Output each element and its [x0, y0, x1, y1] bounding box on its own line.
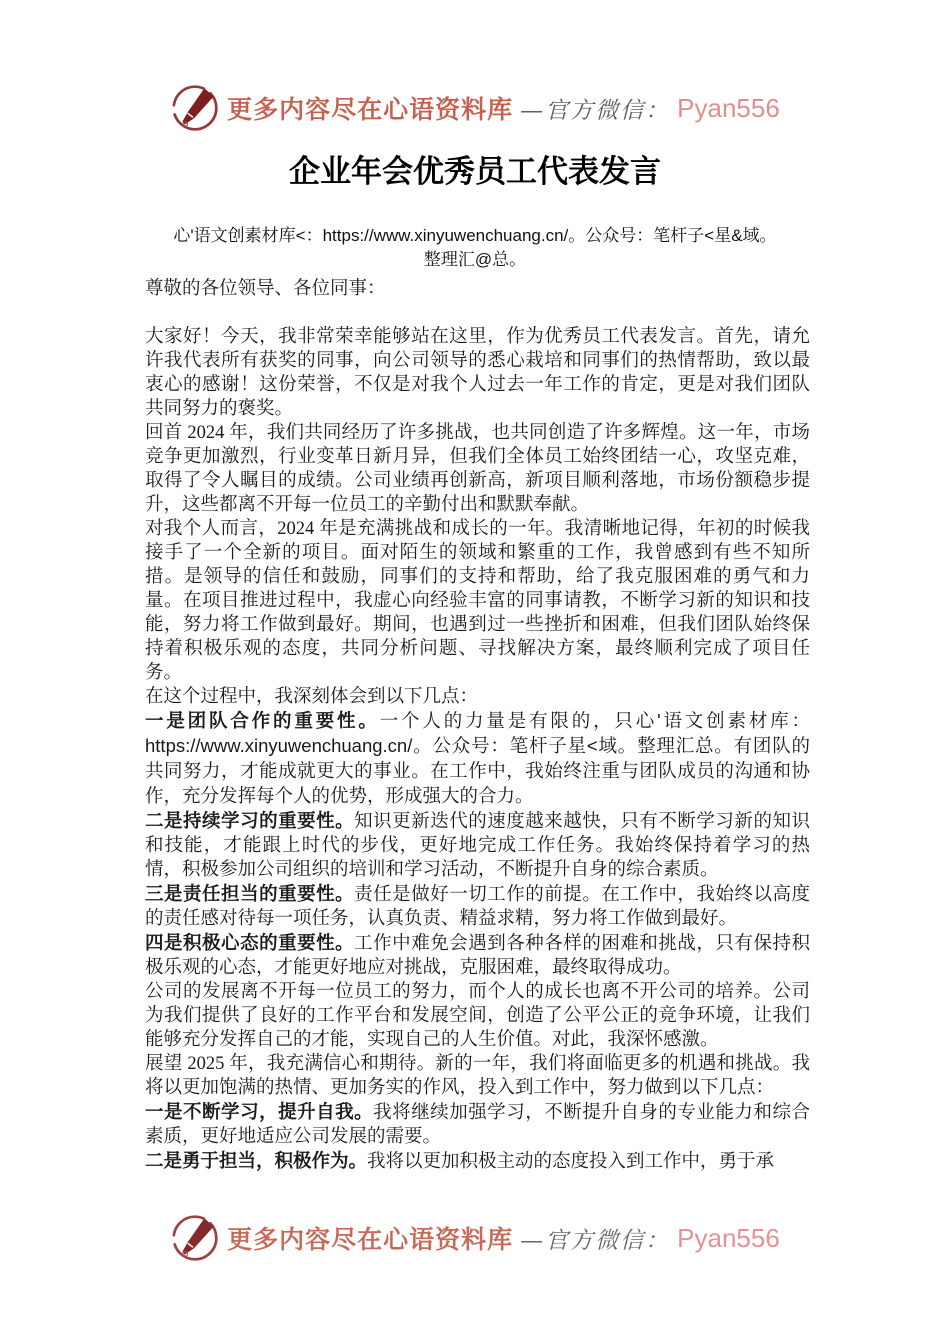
paragraph [145, 325, 810, 421]
pen-seal-logo-icon [170, 82, 220, 134]
paragraph-text: 展望 2025 年，我充满信心和期待。新的一年，我们将面临更多的机遇和挑战。我将以更加饱满的热情、更加务实的作风，投入到工作中，努力做到以下几点： [145, 1054, 810, 1098]
paragraph [145, 1100, 810, 1149]
watermark-wechat-label: —官方微信： [520, 1227, 671, 1254]
paragraph-lead: 三是责任担当的重要性。 [145, 883, 355, 904]
paragraph-text: 一个人的力量是有限的，只心'语文创素材库：https://www.xinyuwenchuang.cn/。公众号：笔杆子星<域。整理汇总。有团队的共同努力，才能成就更大的事业。在工作中，我始终注重与团队成员的沟通和协作，充分发挥每个人的优势，形成强大的合力。 [145, 710, 810, 806]
watermark-main-text: 更多内容尽在心语资料库 [227, 97, 514, 124]
source-note [125, 224, 825, 272]
paragraph [145, 301, 810, 325]
footer-watermark [0, 1212, 950, 1264]
paragraph-lead: 一是团队合作的重要性。 [145, 710, 380, 731]
paragraph-lead: 二是勇于担当，积极作为。 [145, 1150, 368, 1171]
paragraph-lead: 一是不断学习，提升自我。 [145, 1101, 374, 1122]
document-body [145, 277, 810, 1174]
paragraph-text: 对我个人而言，2024 年是充满挑战和成长的一年。我清晰地记得，年初的时候我接手了一个全新的项目。面对陌生的领域和繁重的工作，我曾感到有些不知所措。是领导的信任和鼓励，同事们的支持和帮助，给了我克服困难的勇气和力量。在项目推进过程中，我虚心向经验丰富的同事请教，不断学习新的知识和技能，努力将工作做到最好。期间，也遇到过一些挫折和困难，但我们团队始终保持着积极乐观的态度，共同分析问题、寻找解决方案，最终顺利完成了项目任务。 [145, 519, 810, 683]
document-title: 企业年会优秀员工代表发言 [289, 154, 661, 189]
paragraph-lead: 四是积极心态的重要性。 [145, 932, 355, 953]
paragraph-text: 公司的发展离不开每一位员工的努力，而个人的成长也离不开公司的培养。公司为我们提供了良好的工作平台和发展空间，创造了公平公正的竞争环境，让我们能够充分发挥自己的才能，实现自己的人生价值。对此，我深怀感激。 [145, 982, 810, 1050]
paragraph [145, 421, 810, 517]
paragraph [145, 517, 810, 685]
paragraph [145, 277, 810, 301]
paragraph-text: 尊敬的各位领导、各位同事： [145, 279, 386, 299]
paragraph [145, 685, 810, 709]
paragraph [145, 980, 810, 1052]
paragraph [145, 882, 810, 931]
watermark-wechat-id: Pyan556 [677, 1222, 780, 1253]
paragraph [145, 1149, 810, 1174]
watermark-wechat-label: —官方微信： [520, 97, 671, 124]
paragraph-text: 我将以更加积极主动的态度投入到工作中，勇于承 [367, 1152, 775, 1172]
source-note-line2: 整理汇@总。 [423, 250, 527, 269]
paragraph-text: 责任是做好一切工作的前提。在工作中，我始终以高度的责任感对待每一项任务，认真负责、精益求精，努力将工作做到最好。 [145, 885, 810, 929]
source-note-line1: 心'语文创素材库<：https://www.xinyuwenchuang.cn/。公众号：笔杆子<星&域。 [173, 226, 777, 245]
paragraph-lead: 二是持续学习的重要性。 [145, 810, 355, 831]
paragraph [145, 931, 810, 980]
paragraph-text: 工作中难免会遇到各种各样的困难和挑战，只有保持积极乐观的心态，才能更好地应对挑战，克服困难，最终取得成功。 [145, 934, 810, 978]
paragraph-text: 我将继续加强学习，不断提升自身的专业能力和综合素质，更好地适应公司发展的需要。 [145, 1103, 810, 1147]
paragraph-text: 回首 2024 年，我们共同经历了许多挑战，也共同创造了许多辉煌。这一年，市场竞争更加激烈，行业变革日新月异，但我们全体员工始终团结一心，攻坚克难，取得了令人瞩目的成绩。公司业绩再创新高，新项目顺利落地，市场份额稳步提升，这些都离不开每一位员工的辛勤付出和默默奉献。 [145, 423, 810, 515]
paragraph [145, 809, 810, 882]
paragraph [145, 1052, 810, 1100]
pen-seal-logo-icon [170, 1212, 220, 1264]
header-watermark [0, 82, 950, 134]
paragraph-text: 知识更新迭代的速度越来越快，只有不断学习新的知识和技能，才能跟上时代的步伐，更好地完成工作任务。我始终保持着学习的热情，积极参加公司组织的培训和学习活动，不断提升自身的综合素质。 [145, 812, 810, 880]
paragraph-text: 在这个过程中，我深刻体会到以下几点： [145, 687, 479, 707]
paragraph [145, 709, 810, 809]
watermark-wechat-id: Pyan556 [677, 92, 780, 123]
watermark-main-text: 更多内容尽在心语资料库 [227, 1227, 514, 1254]
paragraph-text: 大家好！今天，我非常荣幸能够站在这里，作为优秀员工代表发言。首先，请允许我代表所有获奖的同事，向公司领导的悉心栽培和同事们的热情帮助，致以最衷心的感谢！这份荣誉，不仅是对我个人过去一年工作的肯定，更是对我们团队共同努力的褒奖。 [145, 327, 810, 419]
